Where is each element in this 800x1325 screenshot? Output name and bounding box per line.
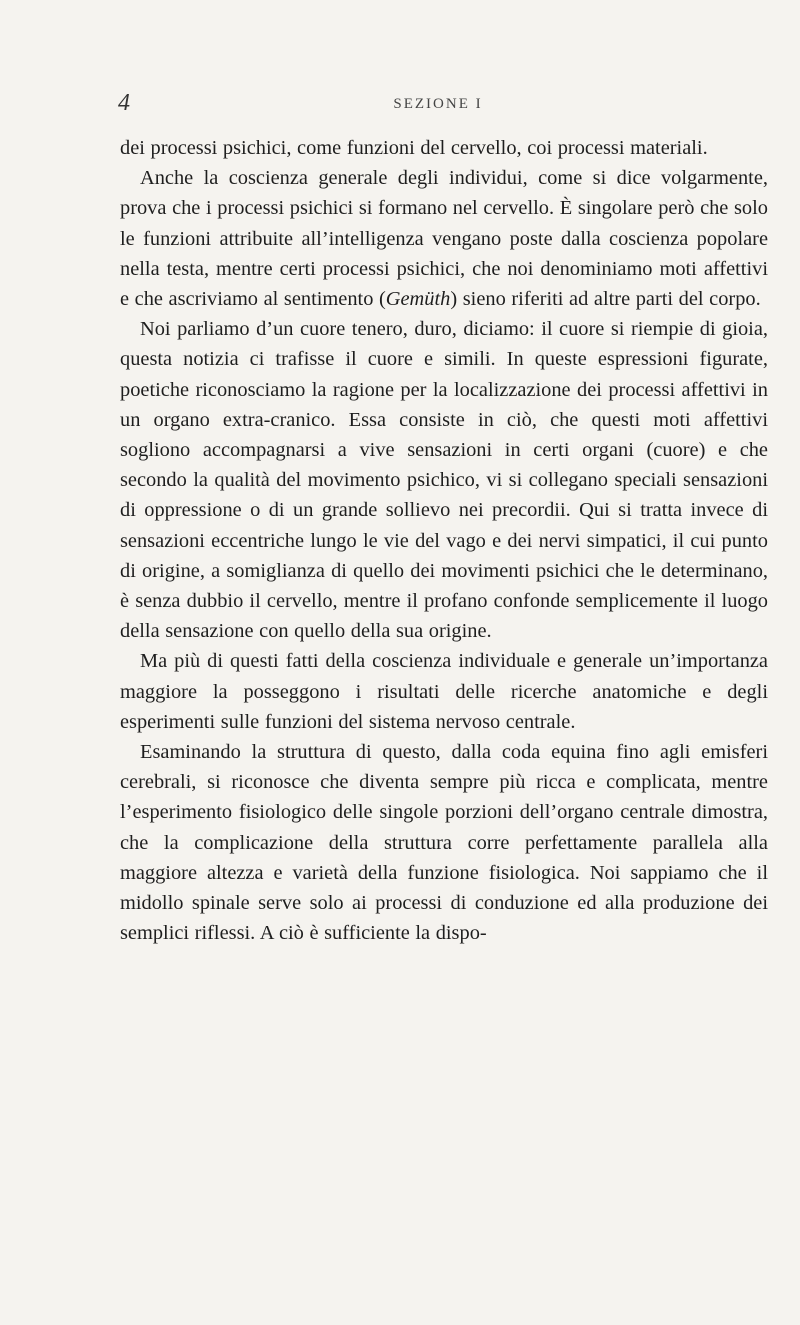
body-text <box>120 133 768 948</box>
text-segment: Ma più di questi fatti della coscienza individuale e generale un’importanza maggiore la posseggono i risultati delle ricerche anatomiche e degli esperimenti sulle funzioni del sistema nervoso centrale. <box>120 650 768 733</box>
paragraph <box>120 314 768 646</box>
text-segment: dei processi psichici, come funzioni del cervello, coi processi materiali. <box>120 137 708 159</box>
text-segment: Anche la coscienza generale degli individui, come si dice volgarmente, prova che i processi psichici si formano nel cervello. È singolare però che solo le funzioni attribuite all’intelligenza vengano poste dalla coscienza popolare nella testa, mentre certi processi psichici, che noi denominiamo moti affettivi e che ascriviamo al sentimento ( <box>120 167 768 311</box>
paragraph <box>120 737 768 948</box>
page-header <box>118 90 758 120</box>
paragraph <box>120 133 768 163</box>
italic-term: Gemüth <box>385 288 451 311</box>
text-segment: ) sieno riferiti ad altre parti del corpo. <box>450 288 761 311</box>
paragraph <box>120 646 768 737</box>
running-head: SEZIONE I <box>393 96 483 112</box>
text-segment: Noi parliamo d’un cuore tenero, duro, diciamo: il cuore si riempie di gioia, questa notizia ci trafisse il cuore e simili. In queste espressioni figurate, poetiche riconosciamo la ragione per la localizzazione dei processi affettivi in un organo extra-cranico. Essa consiste in ciò, che questi moti affettivi sogliono accompagnarsi a vive sensazioni in certi organi (cuore) e che secondo la qualità del movimento psichico, vi si collegano speciali sensazioni di oppressione o di un grande sollievo nei precordii. Qui si tratta invece di sensazioni eccentriche lungo le vie del vago e dei nervi simpatici, il cui punto di origine, a somiglianza di quello dei movimenti psichici che le determinano, è senza dubbio il cervello, mentre il profano confonde semplicemente il luogo della sensazione con quello della sua origine. <box>120 318 768 643</box>
paragraph <box>120 163 768 314</box>
page-number: 4 <box>118 90 130 116</box>
text-segment: Esaminando la struttura di questo, dalla coda equina fino agli emisferi cerebrali, si riconosce che diventa sempre più ricca e complicata, mentre l’esperimento fisiologico delle singole porzioni dell’organo centrale dimostra, che la complicazione della struttura corre perfettamente parallela alla maggiore altezza e varietà della funzione fisiologica. Noi sappiamo che il midollo spinale serve solo ai processi di conduzione ed alla produzione dei semplici riflessi. A ciò è sufficiente la dispo- <box>120 741 768 945</box>
